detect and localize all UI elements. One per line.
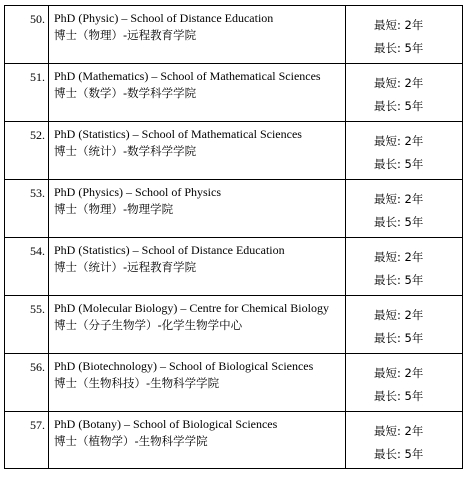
program-cell: [49, 6, 346, 64]
program-table: [4, 5, 463, 469]
duration-max: 最长: 5年: [374, 389, 424, 403]
table-row: [5, 180, 463, 238]
program-cell: [49, 412, 346, 469]
duration-min: 最短: 2年: [374, 18, 424, 32]
program-cell: [49, 180, 346, 238]
duration-cell: [346, 354, 463, 412]
program-cell: [49, 354, 346, 412]
program-name-chinese: 博士（植物学）-生物科学学院: [54, 433, 208, 448]
duration-cell: [346, 64, 463, 122]
row-number: 52.: [5, 122, 49, 180]
program-name-chinese: 博士（分子生物学）-化学生物学中心: [54, 317, 243, 332]
program-name-chinese: 博士（物理）-远程教育学院: [54, 27, 197, 42]
duration-min: 最短: 2年: [374, 192, 424, 206]
program-name-english: PhD (Statistics) – School of Mathematical Sciences: [54, 127, 302, 141]
program-name-chinese: 博士（统计）-数学科学学院: [54, 143, 197, 158]
table-row: [5, 122, 463, 180]
table-row: [5, 64, 463, 122]
table-row: [5, 412, 463, 469]
program-name-english: PhD (Statistics) – School of Distance Education: [54, 243, 285, 257]
row-number: 54.: [5, 238, 49, 296]
program-name-english: PhD (Biotechnology) – School of Biological Sciences: [54, 359, 314, 373]
duration-cell: [346, 296, 463, 354]
row-number: 57.: [5, 412, 49, 469]
program-name-chinese: 博士（生物科技）-生物科学学院: [54, 375, 220, 390]
program-name-english: PhD (Physics) – School of Physics: [54, 185, 222, 199]
duration-max: 最长: 5年: [374, 99, 424, 113]
row-number: 51.: [5, 64, 49, 122]
program-cell: [49, 64, 346, 122]
duration-min: 最短: 2年: [374, 424, 424, 438]
duration-cell: [346, 180, 463, 238]
table-row: [5, 354, 463, 412]
row-number: 53.: [5, 180, 49, 238]
duration-max: 最长: 5年: [374, 41, 424, 55]
program-cell: [49, 296, 346, 354]
program-name-chinese: 博士（数学）-数学科学学院: [54, 85, 197, 100]
program-name-english: PhD (Mathematics) – School of Mathematical Sciences: [54, 69, 321, 83]
program-name-english: PhD (Botany) – School of Biological Sciences: [54, 417, 278, 431]
duration-cell: [346, 238, 463, 296]
duration-min: 最短: 2年: [374, 76, 424, 90]
duration-min: 最短: 2年: [374, 366, 424, 380]
duration-max: 最长: 5年: [374, 331, 424, 345]
program-name-english: PhD (Physic) – School of Distance Education: [54, 11, 274, 25]
program-cell: [49, 238, 346, 296]
row-number: 56.: [5, 354, 49, 412]
duration-cell: [346, 122, 463, 180]
row-number: 55.: [5, 296, 49, 354]
row-number: 50.: [5, 6, 49, 64]
table-row: [5, 238, 463, 296]
duration-max: 最长: 5年: [374, 273, 424, 287]
table-row: [5, 6, 463, 64]
duration-max: 最长: 5年: [374, 447, 424, 461]
program-cell: [49, 122, 346, 180]
table-row: [5, 296, 463, 354]
duration-cell: [346, 412, 463, 469]
duration-min: 最短: 2年: [374, 134, 424, 148]
duration-cell: [346, 6, 463, 64]
program-name-chinese: 博士（物理）-物理学院: [54, 201, 174, 216]
duration-max: 最长: 5年: [374, 215, 424, 229]
program-name-chinese: 博士（统计）-远程教育学院: [54, 259, 197, 274]
program-name-english: PhD (Molecular Biology) – Centre for Chemical Biology: [54, 301, 329, 315]
duration-min: 最短: 2年: [374, 308, 424, 322]
duration-max: 最长: 5年: [374, 157, 424, 171]
duration-min: 最短: 2年: [374, 250, 424, 264]
